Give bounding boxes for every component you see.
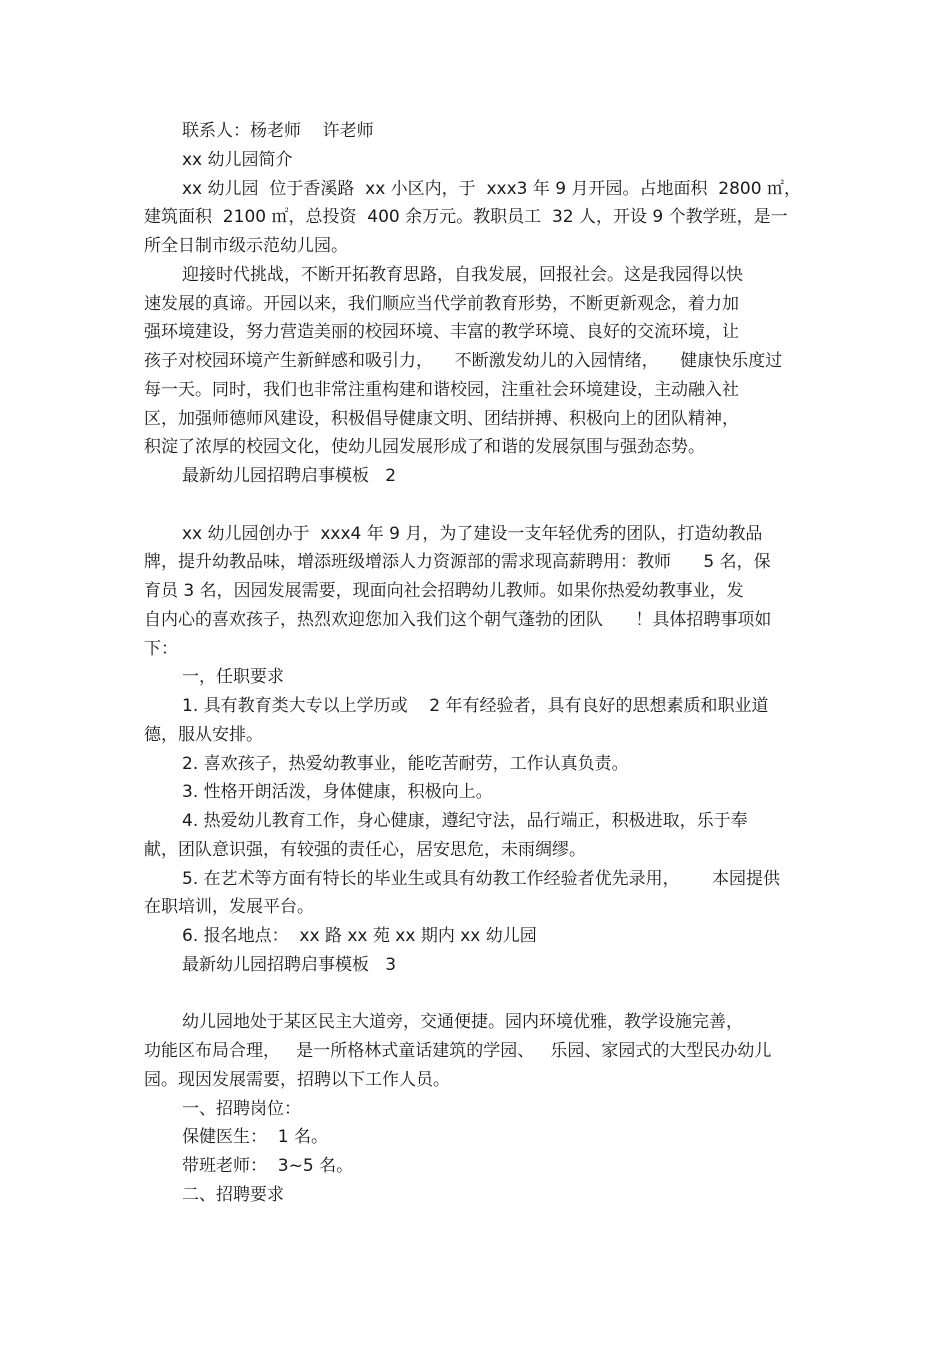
text-line: 6. 报名地点： xx 路 xx 苑 xx 期内 xx 幼儿园 [182,926,537,946]
text-line: 1. 具有教育类大专以上学历或 2 年有经验者，具有良好的思想素质和职业道 [182,696,769,716]
text-line: 幼儿园地处于某区民主大道旁，交通便捷。园内环境优雅，教学设施完善， [182,1012,743,1033]
text-line: xx 幼儿园创办于 xxx4 年 9 月，为了建设一支年轻优秀的团队，打造幼教品 [182,523,763,544]
text-line: 积淀了浓厚的校园文化，使幼儿园发展形成了和谐的发展氛围与强劲态势。 [144,437,705,458]
text-line: 迎接时代挑战，不断开拓教育思路，自我发展，回报社会。这是我园得以快 [182,264,743,285]
text-line: 建筑面积 2100 ㎡，总投资 400 余万元。教职员工 32 人，开设 9 个教学班，是一 [144,207,788,228]
text-line: 一、招聘岗位： [182,1098,301,1119]
text-line: 速发展的真谛。开园以来，我们顺应当代学前教育形势，不断更新观念，着力加 [144,293,739,314]
text-line: 园。现因发展需要，招聘以下工作人员。 [144,1069,450,1090]
text-line: 孩子对校园环境产生新鲜感和吸引力， 不断激发幼儿的入园情绪， 健康快乐度过 [144,351,783,371]
text-line: 功能区布局合理， 是一所格林式童话建筑的学园、 乐园、家园式的大型民办幼儿 [144,1041,772,1061]
text-line: 二、招聘要求 [182,1184,284,1205]
text-line: 5. 在艺术等方面有特长的毕业生或具有幼教工作经验者优先录用， 本园提供 [182,868,781,889]
text-line: 牌，提升幼教品味，增添班级增添人力资源部的需求现高薪聘用：教师 5 名，保 [144,552,771,573]
text-line: 联系人：杨老师 许老师 [182,121,374,141]
text-line: 带班老师： 3~5 名。 [182,1156,354,1176]
text-line: 区，加强师德师风建设，积极倡导健康文明、团结拼搏、积极向上的团队精神， [144,408,739,429]
text-line: 3. 性格开朗活泼，身体健康，积极向上。 [182,782,493,803]
text-line: 一，任职要求 [182,667,284,688]
text-line: 在职培训，发展平台。 [144,897,314,918]
text-line: 所全日制市级示范幼儿园。 [144,236,348,256]
text-line: 每一天。同时，我们也非常注重构建和谐校园，注重社会环境建设，主动融入社 [144,379,739,400]
text-line: 育员 3 名，因园发展需要，现面向社会招聘幼儿教师。如果你热爱幼教事业，发 [144,581,744,601]
text-line: 最新幼儿园招聘启事模板 2 [182,466,397,486]
text-line: 献，团队意识强，有较强的责任心，居安思危，未雨绸缪。 [144,839,586,860]
text-line: xx 幼儿园 位于香溪路 xx 小区内，于 xxx3 年 9 月开园。占地面积 2800 ㎡， [182,178,801,199]
text-line: 2. 喜欢孩子，热爱幼教事业，能吃苦耐劳，工作认真负责。 [182,753,629,774]
text-line: 保健医生： 1 名。 [182,1127,329,1148]
text-line: 4. 热爱幼儿教育工作，身心健康，遵纪守法，品行端正，积极进取，乐于奉 [182,811,748,831]
text-line: 最新幼儿园招聘启事模板 3 [182,954,397,975]
text-line: xx 幼儿园简介 [182,149,293,170]
text-line: 德，服从安排。 [144,724,263,745]
text-line: 自内心的喜欢孩子，热烈欢迎您加入我们这个朝气蓬勃的团队 ！具体招聘事项如 [144,609,772,630]
text-line: 下： [144,638,178,659]
text-line: 强环境建设，努力营造美丽的校园环境、丰富的教学环境、良好的交流环境，让 [144,322,739,343]
